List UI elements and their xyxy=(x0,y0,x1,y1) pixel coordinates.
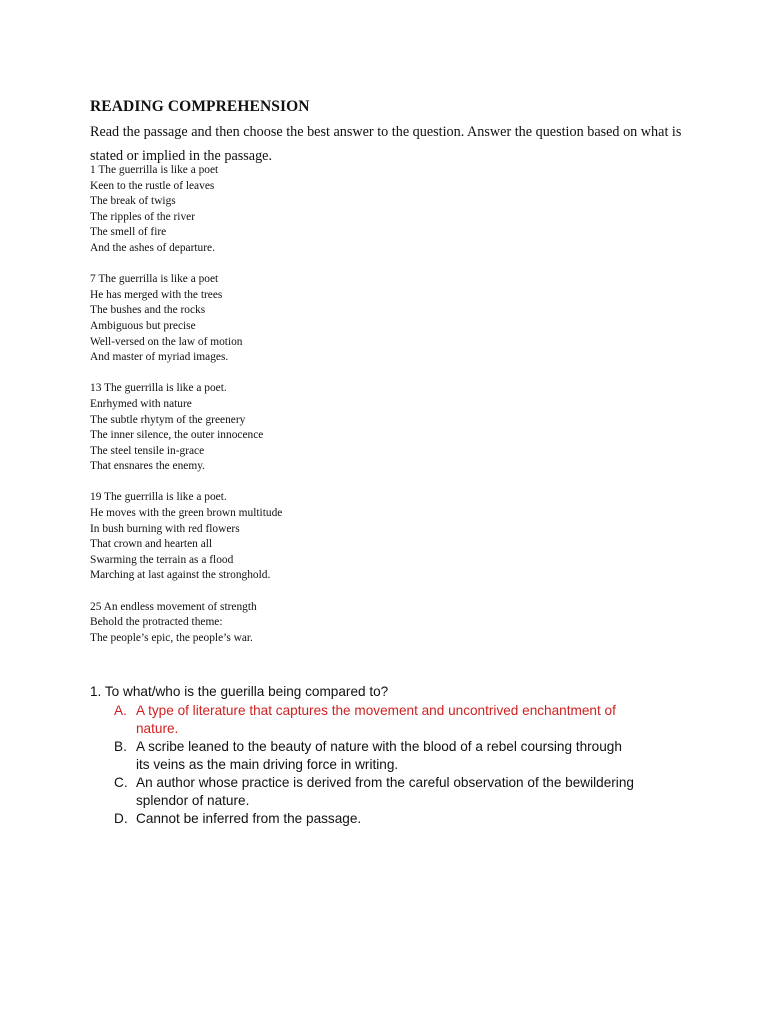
poem-line: That crown and hearten all xyxy=(90,538,213,551)
option-text: A scribe leaned to the beauty of nature with the blood of a rebel coursing through its veins as the main driving force in writing. xyxy=(136,739,622,772)
poem-line: Ambiguous but precise xyxy=(90,319,196,332)
instructions-text: Read the passage and then choose the best answer to the question. Answer the question based on what is stated or implied in the passage. xyxy=(90,124,682,164)
poem-line: Well-versed on the law of motion xyxy=(90,335,243,348)
poem-line: Behold the protracted theme: xyxy=(90,616,223,629)
poem-line: The inner silence, the outer innocence xyxy=(90,429,264,442)
poem-line: Keen to the rustle of leaves xyxy=(90,179,215,192)
option-letter: B. xyxy=(114,739,127,754)
poem-line: The bushes and the rocks xyxy=(90,304,206,317)
poem-line: The ripples of the river xyxy=(90,210,196,223)
poem-line: Marching at last against the stronghold. xyxy=(90,569,271,582)
poem-line: He moves with the green brown multitude xyxy=(90,507,283,520)
poem-line: 1 The guerrilla is like a poet xyxy=(90,164,219,176)
poem-line: The smell of fire xyxy=(90,226,167,239)
option-letter: C. xyxy=(114,775,128,790)
answer-option-b xyxy=(90,738,650,774)
poem-stanza xyxy=(90,600,282,647)
poem-stanza xyxy=(90,490,282,584)
option-letter: A. xyxy=(114,703,127,718)
poem-stanza xyxy=(90,163,282,257)
answer-option-a xyxy=(90,702,650,738)
question-text: 1. To what/who is the guerilla being compared to? xyxy=(90,684,389,699)
poem-line: 19 The guerrilla is like a poet. xyxy=(90,491,227,504)
poem-stanza xyxy=(90,272,282,366)
answer-option-c xyxy=(90,774,650,810)
poem-line: Swarming the terrain as a flood xyxy=(90,553,234,566)
poem-passage xyxy=(90,163,282,662)
poem-line: The people’s epic, the people’s war. xyxy=(90,631,253,644)
poem-line: He has merged with the trees xyxy=(90,288,223,301)
poem-line: In bush burning with red flowers xyxy=(90,522,240,535)
poem-line: And master of myriad images. xyxy=(90,351,229,364)
poem-line: The break of twigs xyxy=(90,195,176,208)
option-letter: D. xyxy=(114,811,128,826)
poem-line: The steel tensile in-grace xyxy=(90,444,205,457)
answer-options xyxy=(90,702,650,828)
poem-stanza xyxy=(90,381,282,475)
poem-line: The subtle rhytym of the greenery xyxy=(90,413,246,426)
option-text: An author whose practice is derived from the careful observation of the bewildering splendor of nature. xyxy=(136,775,634,808)
poem-line: Enrhymed with nature xyxy=(90,397,192,410)
answer-option-d xyxy=(90,810,650,828)
poem-line: 13 The guerrilla is like a poet. xyxy=(90,382,227,395)
poem-line: And the ashes of departure. xyxy=(90,241,215,254)
option-text: A type of literature that captures the movement and uncontrived enchantment of nature. xyxy=(136,703,616,736)
question-block xyxy=(90,683,650,828)
poem-line: That ensnares the enemy. xyxy=(90,460,206,473)
option-text: Cannot be inferred from the passage. xyxy=(136,811,362,826)
page-title: READING COMPREHENSION xyxy=(90,98,310,115)
poem-line: 25 An endless movement of strength xyxy=(90,600,257,613)
poem-line: 7 The guerrilla is like a poet xyxy=(90,273,219,286)
